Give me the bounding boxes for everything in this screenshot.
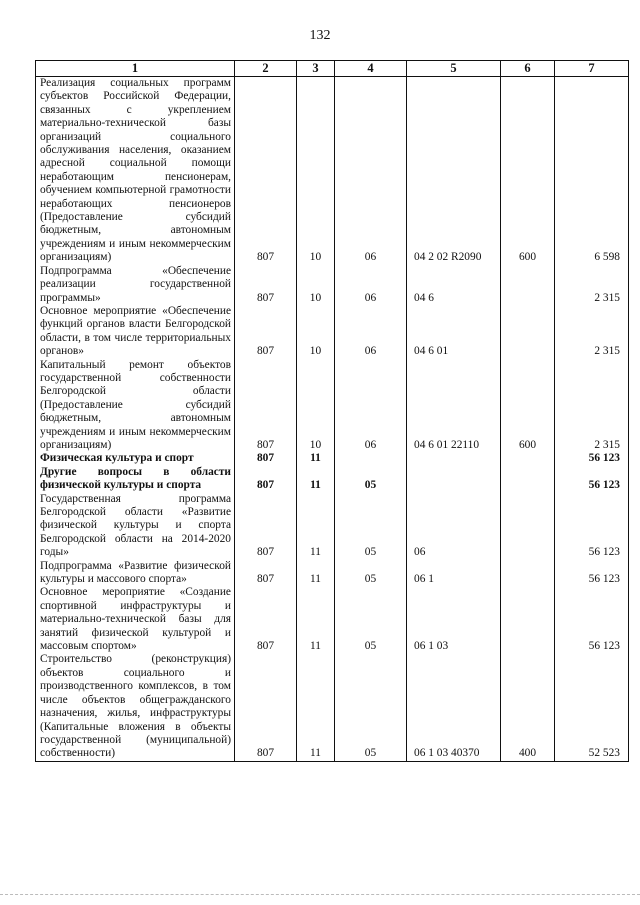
column-header-4: 4 [335,61,407,77]
row-subsection-code: 05 [335,586,407,653]
row-subsection-code [335,452,407,465]
column-header-5: 5 [407,61,501,77]
table-row [36,359,629,453]
row-expense-type: 600 [501,359,555,453]
row-amount: 56 123 [555,452,629,465]
table-row [36,586,629,653]
row-expense-type: 600 [501,77,555,265]
row-target-article: 04 6 01 22110 [407,359,501,453]
column-header-7: 7 [555,61,629,77]
row-subsection-code: 06 [335,359,407,453]
row-section-code: 11 [297,452,335,465]
column-header-2: 2 [235,61,297,77]
row-target-article [407,452,501,465]
table-row [36,560,629,587]
table-row [36,452,629,465]
table-row [36,265,629,305]
row-ved-code: 807 [235,493,297,560]
table-row [36,77,629,265]
table-row [36,653,629,761]
page-number: 132 [309,28,331,43]
row-section-code: 10 [297,77,335,265]
row-amount: 56 123 [555,466,629,493]
row-amount: 52 523 [555,653,629,761]
row-amount: 2 315 [555,305,629,359]
row-expense-type [501,265,555,305]
budget-table [35,60,629,762]
row-section-code: 11 [297,466,335,493]
row-ved-code: 807 [235,653,297,761]
row-ved-code: 807 [235,359,297,453]
row-name: Государственная программа Белгородской области «Развитие физической культуры и спорта Белгородской области на 2014-2020 годы» [36,493,235,560]
row-target-article: 06 [407,493,501,560]
row-name: Подпрограмма «Развитие физической культуры и массового спорта» [36,560,235,587]
row-amount: 2 315 [555,265,629,305]
row-expense-type [501,586,555,653]
column-header-3: 3 [297,61,335,77]
row-name: Другие вопросы в области физической культуры и спорта [36,466,235,493]
row-section-code: 11 [297,493,335,560]
row-subsection-code: 05 [335,493,407,560]
table-row [36,466,629,493]
row-expense-type [501,493,555,560]
page-bottom-rule [0,894,640,895]
row-section-code: 10 [297,305,335,359]
row-target-article: 04 6 [407,265,501,305]
row-section-code: 11 [297,653,335,761]
row-subsection-code: 05 [335,653,407,761]
row-name: Реализация социальных программ субъектов Российской Федерации, связанных с укреплением материально-технической базы организаций социального обслуживания населения, оказанием адресной социальной помощи неработающим пенсионерам, обучением компьютерной грамотности неработающих пенсионеров (Предоставление субсидий бюджетным, автономным учреждениям и иным некоммерческим организациям) [36,77,235,265]
row-ved-code: 807 [235,265,297,305]
row-subsection-code: 05 [335,560,407,587]
row-ved-code: 807 [235,452,297,465]
row-amount: 6 598 [555,77,629,265]
row-amount: 56 123 [555,586,629,653]
row-name: Строительство (реконструкция) объектов социального и производственного комплексов, в том числе объектов общегражданского назначения, жилья, инфраструктуры (Капитальные вложения в объекты государственной (муниципальной) собственности) [36,653,235,761]
row-name: Основное мероприятие «Создание спортивной инфраструктуры и материально-технической базы для занятий физической культурой и массовым спортом» [36,586,235,653]
table-row [36,493,629,560]
table-row [36,305,629,359]
column-header-1: 1 [36,61,235,77]
row-section-code: 10 [297,359,335,453]
row-name: Физическая культура и спорт [36,452,235,465]
table-header-row [36,61,629,77]
row-ved-code: 807 [235,77,297,265]
column-header-6: 6 [501,61,555,77]
row-target-article: 06 1 [407,560,501,587]
row-ved-code: 807 [235,560,297,587]
row-section-code: 10 [297,265,335,305]
row-subsection-code: 06 [335,265,407,305]
row-target-article: 04 2 02 R2090 [407,77,501,265]
row-amount: 56 123 [555,493,629,560]
row-expense-type [501,466,555,493]
row-target-article: 06 1 03 [407,586,501,653]
row-expense-type: 400 [501,653,555,761]
row-ved-code: 807 [235,305,297,359]
table-body [36,77,629,762]
row-target-article [407,466,501,493]
row-amount: 56 123 [555,560,629,587]
row-subsection-code: 06 [335,77,407,265]
row-target-article: 06 1 03 40370 [407,653,501,761]
row-ved-code: 807 [235,466,297,493]
row-expense-type [501,305,555,359]
row-name: Подпрограмма «Обеспечение реализации государственной программы» [36,265,235,305]
row-target-article: 04 6 01 [407,305,501,359]
row-ved-code: 807 [235,586,297,653]
row-subsection-code: 06 [335,305,407,359]
row-section-code: 11 [297,586,335,653]
row-name: Основное мероприятие «Обеспечение функций органов власти Белгородской области, в том числе территориальных органов» [36,305,235,359]
row-expense-type [501,560,555,587]
row-expense-type [501,452,555,465]
row-amount: 2 315 [555,359,629,453]
row-name: Капитальный ремонт объектов государственной собственности Белгородской области (Предоставление субсидий бюджетным, автономным учреждениям и иным некоммерческим организациям) [36,359,235,453]
row-subsection-code: 05 [335,466,407,493]
row-section-code: 11 [297,560,335,587]
